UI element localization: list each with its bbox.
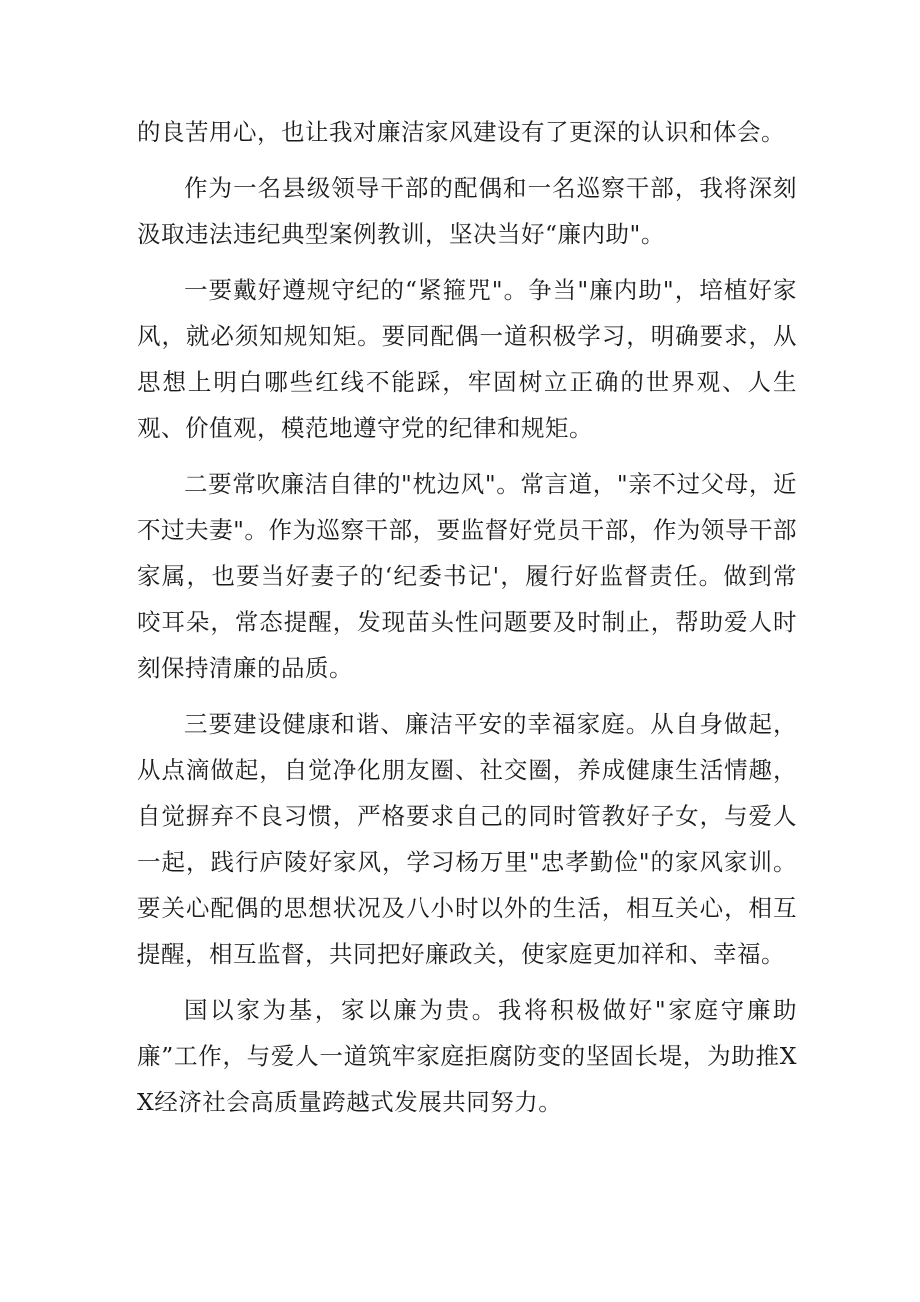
paragraph-1: 的良苦用心，也让我对廉洁家风建设有了更深的认识和体会。 — [137, 118, 785, 146]
paragraph-4: 二要常吹廉洁自律的"枕边风"。常言道，"亲不过父母，近不过夫妻"。作为巡察干部，要监督好党员干部，作为领导干部家属，也要当好妻子的‘纪委书记'，履行好监督责任。做到常咬耳朵，常态提醒，发现苗头性问题要及时制止，帮助爱人时刻保持清廉的品质。 — [137, 470, 797, 682]
paragraph-2: 作为一名县级领导干部的配偶和一名巡察干部，我将深刻汲取违法违纪典型案例教训，坚决当好“廉内助"。 — [137, 174, 797, 248]
document-body — [137, 109, 797, 1135]
paragraph-3: 一要戴好遵规守纪的“紧箍咒"。争当"廉内助"，培植好家风，就必须知规知矩。要同配偶一道积极学习，明确要求，从思想上明白哪些红线不能踩，牢固树立正确的世界观、人生观、价值观，模范地遵守党的纪律和规矩。 — [137, 276, 797, 442]
paragraph-6: 国以家为基，家以廉为贵。我将积极做好"家庭守廉助廉”工作，与爱人一道筑牢家庭拒腐防变的坚固长堤，为助推XX经济社会高质量跨越式发展共同努力。 — [137, 996, 797, 1116]
paragraph-5: 三要建设健康和谐、廉洁平安的幸福家庭。从自身做起，从点滴做起，自觉净化朋友圈、社交圈，养成健康生活情趣，自觉摒弃不良习惯，严格要求自己的同时管教好子女，与爱人一起，践行庐陵好家风，学习杨万里"忠孝勤俭"的家风家训。要关心配偶的思想状况及八小时以外的生活，相互关心，相互提醒，相互监督，共同把好廉政关，使家庭更加祥和、幸福。 — [137, 710, 797, 968]
